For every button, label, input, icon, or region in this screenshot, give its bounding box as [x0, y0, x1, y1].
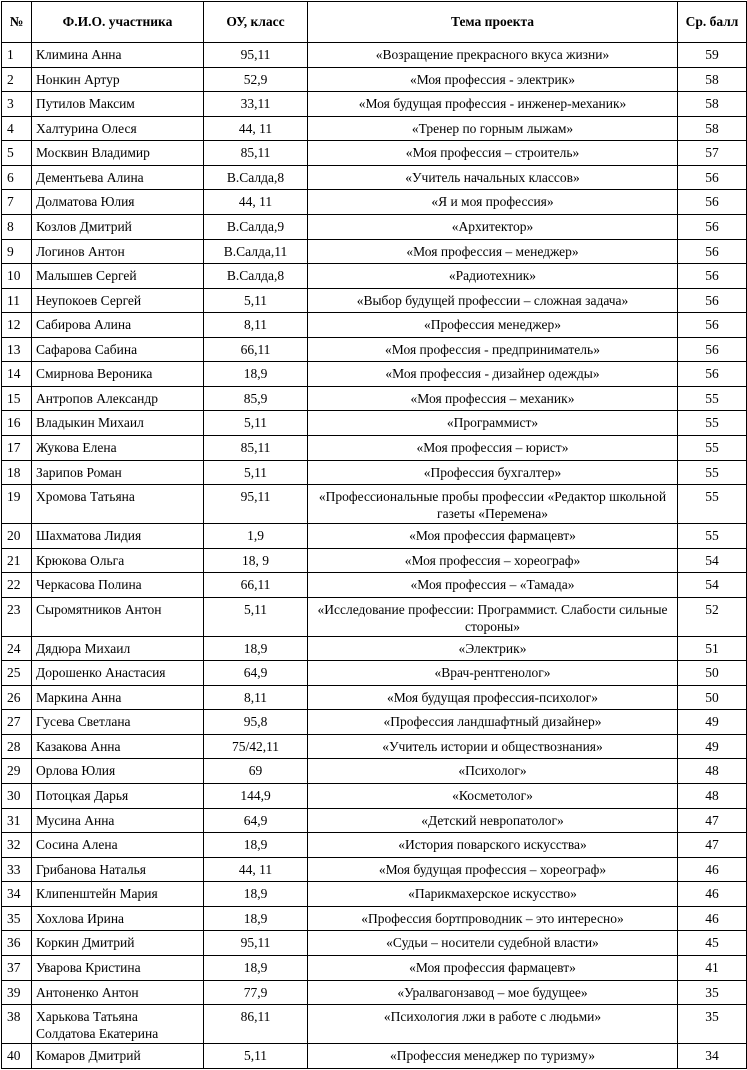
average-score: 50 — [678, 685, 747, 710]
row-number: 30 — [2, 784, 32, 809]
table-row — [2, 460, 747, 485]
school-class: 18, 9 — [204, 548, 308, 573]
project-topic: «Моя профессия - электрик» — [308, 67, 678, 92]
participant-name: Сыромятников Антон — [32, 597, 204, 636]
row-number: 27 — [2, 710, 32, 735]
project-topic: «Моя профессия – менеджер» — [308, 239, 678, 264]
row-number: 13 — [2, 337, 32, 362]
table-row — [2, 92, 747, 117]
row-number: 17 — [2, 436, 32, 461]
table-row — [2, 784, 747, 809]
row-number: 39 — [2, 980, 32, 1005]
table-row — [2, 1043, 747, 1068]
school-class: 18,9 — [204, 882, 308, 907]
participant-name: Логинов Антон — [32, 239, 204, 264]
row-number: 19 — [2, 485, 32, 524]
table-body — [2, 43, 747, 1069]
school-class: 44, 11 — [204, 190, 308, 215]
participant-name: Шахматова Лидия — [32, 524, 204, 549]
participant-name: Антропов Александр — [32, 386, 204, 411]
table-row — [2, 906, 747, 931]
average-score: 56 — [678, 239, 747, 264]
school-class: 5,11 — [204, 288, 308, 313]
average-score: 55 — [678, 485, 747, 524]
average-score: 55 — [678, 460, 747, 485]
average-score: 49 — [678, 710, 747, 735]
average-score: 48 — [678, 759, 747, 784]
average-score: 57 — [678, 141, 747, 166]
project-topic: «Профессиональные пробы профессии «Редактор школьной газеты «Перемена» — [308, 485, 678, 524]
table-row — [2, 573, 747, 598]
project-topic: «Моя профессия – механик» — [308, 386, 678, 411]
table-row — [2, 67, 747, 92]
school-class: 66,11 — [204, 337, 308, 362]
school-class: 95,11 — [204, 931, 308, 956]
header-topic: Тема проекта — [308, 2, 678, 43]
table-row — [2, 857, 747, 882]
school-class: 66,11 — [204, 573, 308, 598]
row-number: 12 — [2, 313, 32, 338]
table-row — [2, 759, 747, 784]
participant-name: Крюкова Ольга — [32, 548, 204, 573]
school-class: 69 — [204, 759, 308, 784]
project-topic: «Тренер по горным лыжам» — [308, 116, 678, 141]
row-number: 36 — [2, 931, 32, 956]
average-score: 46 — [678, 882, 747, 907]
school-class: 5,11 — [204, 411, 308, 436]
participant-name: Сосина Алена — [32, 833, 204, 858]
school-class: 18,9 — [204, 636, 308, 661]
school-class: 44, 11 — [204, 116, 308, 141]
participant-name: Коркин Дмитрий — [32, 931, 204, 956]
header-row — [2, 2, 747, 43]
project-topic: «Уралвагонзавод – мое будущее» — [308, 980, 678, 1005]
average-score: 58 — [678, 92, 747, 117]
average-score: 59 — [678, 43, 747, 68]
row-number: 7 — [2, 190, 32, 215]
participant-name: Черкасова Полина — [32, 573, 204, 598]
participant-name: Владыкин Михаил — [32, 411, 204, 436]
average-score: 45 — [678, 931, 747, 956]
project-topic: «Моя профессия фармацевт» — [308, 524, 678, 549]
school-class: В.Салда,8 — [204, 264, 308, 289]
school-class: 8,11 — [204, 685, 308, 710]
average-score: 35 — [678, 980, 747, 1005]
average-score: 46 — [678, 906, 747, 931]
row-number: 6 — [2, 165, 32, 190]
average-score: 54 — [678, 548, 747, 573]
project-topic: «Судьи – носители судебной власти» — [308, 931, 678, 956]
participant-name: Долматова Юлия — [32, 190, 204, 215]
participant-name: Москвин Владимир — [32, 141, 204, 166]
project-topic: «Возращение прекрасного вкуса жизни» — [308, 43, 678, 68]
average-score: 55 — [678, 436, 747, 461]
school-class: 75/42,11 — [204, 734, 308, 759]
project-topic: «Учитель начальных классов» — [308, 165, 678, 190]
project-topic: «История поварского искусства» — [308, 833, 678, 858]
average-score: 46 — [678, 857, 747, 882]
project-topic: «Профессия менеджер» — [308, 313, 678, 338]
row-number: 40 — [2, 1043, 32, 1068]
table-row — [2, 931, 747, 956]
project-topic: «Моя профессия – хореограф» — [308, 548, 678, 573]
participant-name: Грибанова Наталья — [32, 857, 204, 882]
participant-name: Зарипов Роман — [32, 460, 204, 485]
average-score: 35 — [678, 1005, 747, 1044]
table-row — [2, 833, 747, 858]
school-class: 5,11 — [204, 1043, 308, 1068]
project-topic: «Программист» — [308, 411, 678, 436]
project-topic: «Моя профессия – юрист» — [308, 436, 678, 461]
average-score: 52 — [678, 597, 747, 636]
table-row — [2, 882, 747, 907]
project-topic: «Учитель истории и обществознания» — [308, 734, 678, 759]
participant-name: Мусина Анна — [32, 808, 204, 833]
table-row — [2, 190, 747, 215]
participant-name: Малышев Сергей — [32, 264, 204, 289]
row-number: 22 — [2, 573, 32, 598]
row-number: 29 — [2, 759, 32, 784]
participant-name: Сафарова Сабина — [32, 337, 204, 362]
project-topic: «Архитектор» — [308, 214, 678, 239]
participant-name: Гусева Светлана — [32, 710, 204, 735]
school-class: 18,9 — [204, 955, 308, 980]
school-class: 77,9 — [204, 980, 308, 1005]
project-topic: «Психолог» — [308, 759, 678, 784]
project-topic: «Моя профессия – «Тамада» — [308, 573, 678, 598]
table-row — [2, 337, 747, 362]
participant-name: Клипенштейн Мария — [32, 882, 204, 907]
school-class: 8,11 — [204, 313, 308, 338]
average-score: 58 — [678, 67, 747, 92]
participant-name: Сабирова Алина — [32, 313, 204, 338]
row-number: 10 — [2, 264, 32, 289]
average-score: 56 — [678, 214, 747, 239]
participant-name: Путилов Максим — [32, 92, 204, 117]
table-row — [2, 710, 747, 735]
table-row — [2, 485, 747, 524]
school-class: 5,11 — [204, 597, 308, 636]
row-number: 4 — [2, 116, 32, 141]
project-topic: «Выбор будущей профессии – сложная задача» — [308, 288, 678, 313]
table-row — [2, 524, 747, 549]
table-row — [2, 548, 747, 573]
project-topic: «Электрик» — [308, 636, 678, 661]
project-topic: «Радиотехник» — [308, 264, 678, 289]
average-score: 47 — [678, 808, 747, 833]
school-class: 95,11 — [204, 485, 308, 524]
participant-name: Дорошенко Анастасия — [32, 661, 204, 686]
participant-name: Дядюра Михаил — [32, 636, 204, 661]
table-row — [2, 1005, 747, 1044]
row-number: 20 — [2, 524, 32, 549]
school-class: 64,9 — [204, 808, 308, 833]
school-class: 86,11 — [204, 1005, 308, 1044]
header-name: Ф.И.О. участника — [32, 2, 204, 43]
average-score: 56 — [678, 337, 747, 362]
table-row — [2, 288, 747, 313]
project-topic: «Детский невропатолог» — [308, 808, 678, 833]
row-number: 38 — [2, 1005, 32, 1044]
average-score: 50 — [678, 661, 747, 686]
row-number: 31 — [2, 808, 32, 833]
row-number: 3 — [2, 92, 32, 117]
table-row — [2, 116, 747, 141]
participant-name: Харькова Татьяна Солдатова Екатерина — [32, 1005, 204, 1044]
project-topic: «Косметолог» — [308, 784, 678, 809]
row-number: 34 — [2, 882, 32, 907]
average-score: 49 — [678, 734, 747, 759]
school-class: 95,8 — [204, 710, 308, 735]
average-score: 47 — [678, 833, 747, 858]
table-row — [2, 597, 747, 636]
participant-name: Халтурина Олеся — [32, 116, 204, 141]
project-topic: «Психология лжи в работе с людьми» — [308, 1005, 678, 1044]
header-number: № — [2, 2, 32, 43]
participant-name: Дементьева Алина — [32, 165, 204, 190]
row-number: 35 — [2, 906, 32, 931]
school-class: 95,11 — [204, 43, 308, 68]
school-class: В.Салда,8 — [204, 165, 308, 190]
average-score: 58 — [678, 116, 747, 141]
participant-name: Антоненко Антон — [32, 980, 204, 1005]
row-number: 33 — [2, 857, 32, 882]
school-class: В.Салда,9 — [204, 214, 308, 239]
average-score: 41 — [678, 955, 747, 980]
average-score: 55 — [678, 386, 747, 411]
table-row — [2, 141, 747, 166]
row-number: 11 — [2, 288, 32, 313]
project-topic: «Моя профессия - дизайнер одежды» — [308, 362, 678, 387]
project-topic: «Профессия менеджер по туризму» — [308, 1043, 678, 1068]
school-class: 18,9 — [204, 906, 308, 931]
row-number: 1 — [2, 43, 32, 68]
participant-name: Жукова Елена — [32, 436, 204, 461]
table-row — [2, 165, 747, 190]
average-score: 54 — [678, 573, 747, 598]
school-class: 144,9 — [204, 784, 308, 809]
project-topic: «Парикмахерское искусство» — [308, 882, 678, 907]
table-row — [2, 43, 747, 68]
school-class: 1,9 — [204, 524, 308, 549]
average-score: 34 — [678, 1043, 747, 1068]
school-class: 5,11 — [204, 460, 308, 485]
row-number: 18 — [2, 460, 32, 485]
table-row — [2, 411, 747, 436]
participant-name: Хохлова Ирина — [32, 906, 204, 931]
average-score: 55 — [678, 411, 747, 436]
table-row — [2, 636, 747, 661]
average-score: 55 — [678, 524, 747, 549]
table-row — [2, 362, 747, 387]
project-topic: «Моя будущая профессия-психолог» — [308, 685, 678, 710]
project-topic: «Исследование профессии: Программист. Слабости сильные стороны» — [308, 597, 678, 636]
row-number: 24 — [2, 636, 32, 661]
average-score: 56 — [678, 288, 747, 313]
average-score: 56 — [678, 190, 747, 215]
table-row — [2, 214, 747, 239]
table-row — [2, 386, 747, 411]
table-row — [2, 313, 747, 338]
participant-name: Смирнова Вероника — [32, 362, 204, 387]
table-row — [2, 685, 747, 710]
row-number: 9 — [2, 239, 32, 264]
average-score: 56 — [678, 362, 747, 387]
school-class: 85,11 — [204, 436, 308, 461]
school-class: 33,11 — [204, 92, 308, 117]
row-number: 15 — [2, 386, 32, 411]
header-class: ОУ, класс — [204, 2, 308, 43]
table-row — [2, 980, 747, 1005]
school-class: 44, 11 — [204, 857, 308, 882]
project-topic: «Врач-рентгенолог» — [308, 661, 678, 686]
row-number: 28 — [2, 734, 32, 759]
participant-name: Хромова Татьяна — [32, 485, 204, 524]
average-score: 56 — [678, 165, 747, 190]
participant-name: Орлова Юлия — [32, 759, 204, 784]
participant-name: Комаров Дмитрий — [32, 1043, 204, 1068]
header-score: Ср. балл — [678, 2, 747, 43]
participant-name: Уварова Кристина — [32, 955, 204, 980]
participant-name: Потоцкая Дарья — [32, 784, 204, 809]
project-topic: «Моя профессия - предприниматель» — [308, 337, 678, 362]
table-header — [2, 2, 747, 43]
table-row — [2, 955, 747, 980]
table-row — [2, 436, 747, 461]
school-class: 18,9 — [204, 833, 308, 858]
table-row — [2, 264, 747, 289]
project-topic: «Профессия бортпроводник – это интересно» — [308, 906, 678, 931]
project-topic: «Моя будущая профессия - инженер-механик» — [308, 92, 678, 117]
row-number: 25 — [2, 661, 32, 686]
row-number: 37 — [2, 955, 32, 980]
row-number: 2 — [2, 67, 32, 92]
school-class: 64,9 — [204, 661, 308, 686]
average-score: 48 — [678, 784, 747, 809]
school-class: В.Салда,11 — [204, 239, 308, 264]
row-number: 32 — [2, 833, 32, 858]
row-number: 16 — [2, 411, 32, 436]
row-number: 8 — [2, 214, 32, 239]
average-score: 56 — [678, 313, 747, 338]
project-topic: «Профессия ландшафтный дизайнер» — [308, 710, 678, 735]
project-topic: «Моя профессия фармацевт» — [308, 955, 678, 980]
average-score: 51 — [678, 636, 747, 661]
project-topic: «Я и моя профессия» — [308, 190, 678, 215]
table-row — [2, 734, 747, 759]
project-topic: «Моя профессия – строитель» — [308, 141, 678, 166]
school-class: 85,9 — [204, 386, 308, 411]
row-number: 26 — [2, 685, 32, 710]
participant-name: Климина Анна — [32, 43, 204, 68]
average-score: 56 — [678, 264, 747, 289]
table-row — [2, 661, 747, 686]
participant-name: Нонкин Артур — [32, 67, 204, 92]
participant-name: Неупокоев Сергей — [32, 288, 204, 313]
participant-name: Козлов Дмитрий — [32, 214, 204, 239]
row-number: 21 — [2, 548, 32, 573]
table-row — [2, 239, 747, 264]
school-class: 85,11 — [204, 141, 308, 166]
row-number: 14 — [2, 362, 32, 387]
participant-name: Казакова Анна — [32, 734, 204, 759]
participants-table — [1, 1, 747, 1069]
participant-name: Маркина Анна — [32, 685, 204, 710]
row-number: 5 — [2, 141, 32, 166]
school-class: 52,9 — [204, 67, 308, 92]
project-topic: «Моя будущая профессия – хореограф» — [308, 857, 678, 882]
row-number: 23 — [2, 597, 32, 636]
table-row — [2, 808, 747, 833]
school-class: 18,9 — [204, 362, 308, 387]
project-topic: «Профессия бухгалтер» — [308, 460, 678, 485]
